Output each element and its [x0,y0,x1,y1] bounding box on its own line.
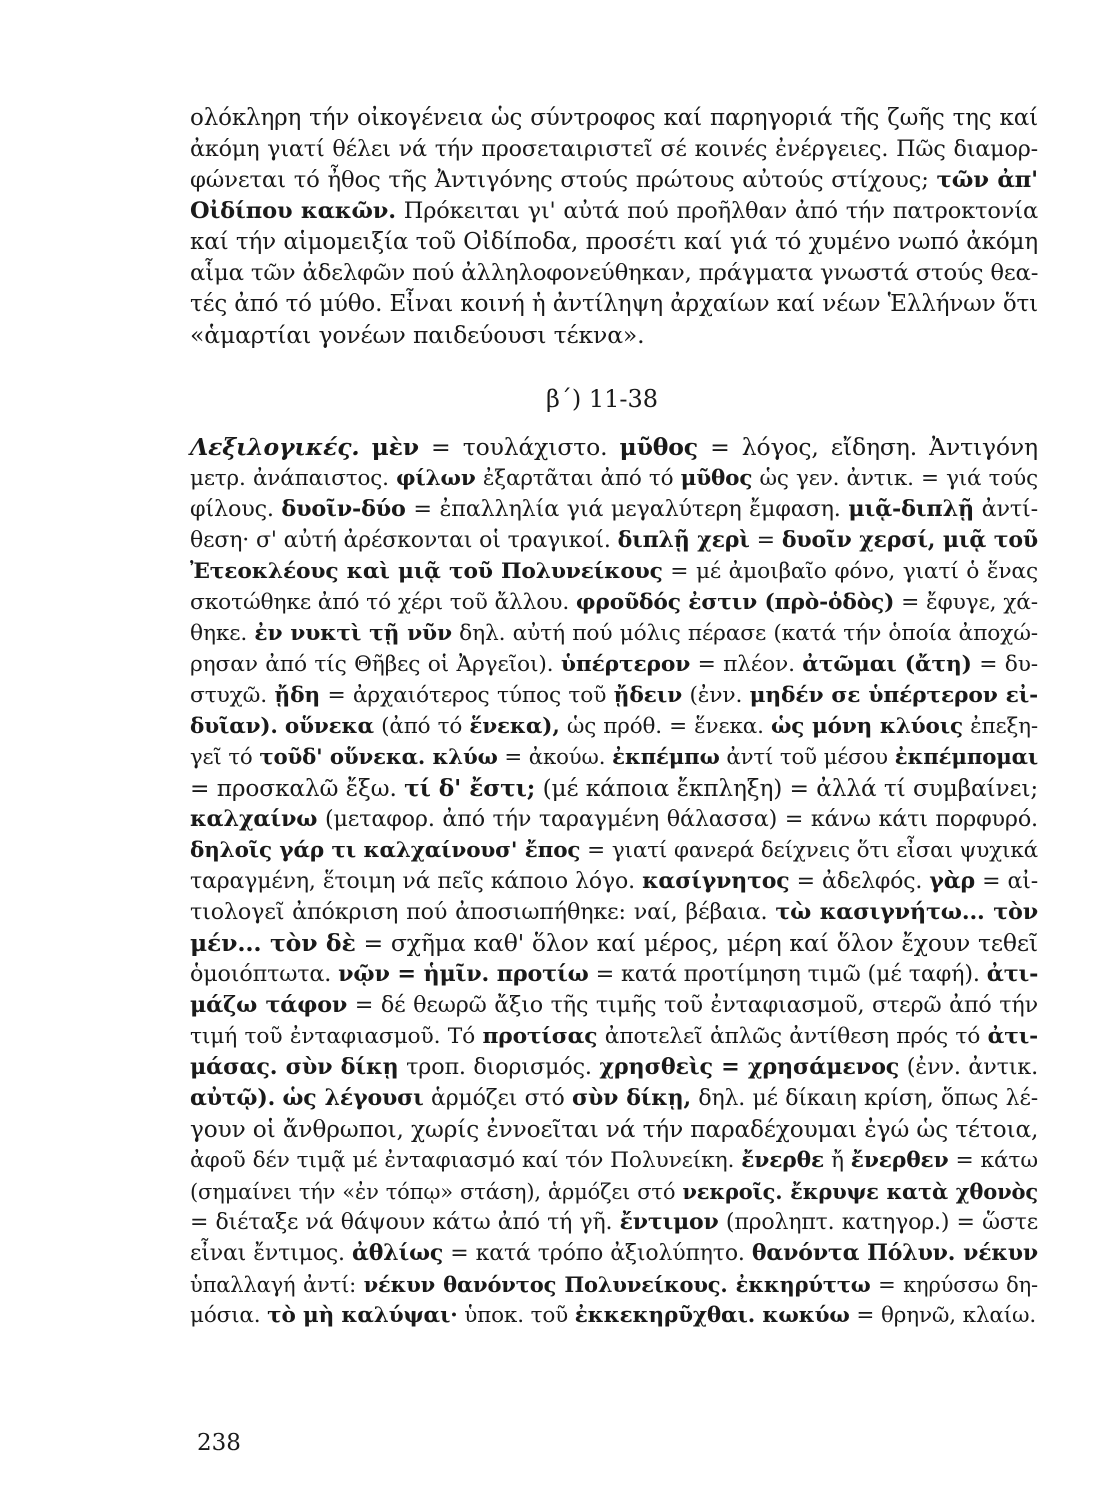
text-segment: ἀντί- [974,496,1039,522]
text-segment: ἀκόμη γιατί θέλει νά τήν προσεταιριστεῖ σέ κοινές ἐνέργειες. Πῶς διαμορ- [190,136,1038,162]
term-italic: Λεξιλογικές. [190,433,360,461]
text-segment: ολόκληρη τήν οἰκογένεια ὡς σύντροφος καί παρηγοριά τῆς ζωῆς της καί [190,105,1038,131]
glossed-term: νῷν = ἡμῖν. προτίω [338,961,589,987]
glossed-term: θανόντα Πόλυν. νέκυν [751,1240,1038,1266]
text-segment: ρησαν ἀπό τίς Θῆβες οἱ Ἀργεῖοι). [190,652,561,677]
text-segment: εἶναι ἔντιμος. [190,1241,352,1266]
text-line [190,463,1038,494]
text-line [190,959,1038,990]
text-segment: αἷμα τῶν ἀδελφῶν πού ἀλληλοφονεύθηκαν, πράγματα γνωστά στούς θεα- [190,260,1039,286]
glossed-term: τῶν ἀπ' [936,167,1038,193]
text-line [190,289,1038,320]
text-segment: ὡς πρόθ. = ἕνεκα. [559,714,771,739]
text-line [190,1269,1038,1300]
glossed-term: δυῖαν). [190,714,278,739]
text-segment [359,433,371,461]
text-segment: = ἀκούω. [497,745,613,770]
text-line [190,711,1038,742]
text-line [190,320,1038,351]
glossed-term: γὰρ [929,868,976,894]
glossed-term: ἀτι- [987,1024,1038,1049]
text-line [190,649,1038,680]
text-segment: ὡς γεν. ἀντικ. = γιά τούς [752,466,1038,491]
text-segment: = γιατί φανερά δείχνεις ὅτι εἶσαι ψυχικά [580,838,1038,863]
text-segment: τιολογεῖ ἀπόκριση πού ἀποσιωπήθηκε: ναί, βέβαια. [190,899,776,925]
text-line [190,165,1038,196]
glossed-term: σὺν δίκῃ, [571,1085,691,1111]
text-segment: ἁρμόζει στό [423,1086,572,1111]
text-segment: στυχῶ. [190,683,275,708]
text-segment: = ἔφυγε, χά- [894,590,1038,615]
text-segment: ἐπεξη- [962,714,1038,739]
glossed-term: διπλῇ χερὶ [617,527,750,553]
glossed-term: ἔνερθε [741,1148,825,1173]
text-segment [278,714,285,739]
glossed-term: τὸ μὴ καλύψαι· [267,1303,458,1328]
text-line [190,1145,1038,1176]
text-segment: = ἀδελφός. [789,869,930,894]
text-segment: = ἀρχαιότερος τύπος τοῦ [320,683,614,708]
text-line [190,525,1038,556]
text-segment: φίλους. [190,496,282,522]
glossed-term: αὐτῷ). [190,1085,276,1111]
text-segment: = κάτω [948,1148,1038,1173]
glossed-term: δυοῖν χερσί, μιᾷ τοῦ [781,527,1038,553]
glossed-term: μιᾷ-διπλῇ [848,496,975,522]
text-segment: καί τήν αἱμομειξία τοῦ Οἰδίποδα, προσέτι καί γιά τό χυμένο νωπό ἀκόμη [190,229,1038,255]
text-segment: = κηρύσσω δη- [870,1273,1038,1297]
text-segment: = δυ- [971,652,1038,677]
glossed-term: τὼ κασιγνήτω... τὸν [775,899,1038,925]
text-segment: (ἐνν. [682,683,750,708]
text-segment: σκοτώθηκε ἀπό τό χέρι τοῦ ἄλλου. [190,590,576,615]
text-segment: ἤ [824,1148,851,1173]
text-segment: (μέ κάποια ἔκπληξη) = ἀλλά τί συμβαίνει; [535,775,1039,802]
text-segment: ἀποτελεῖ ἁπλῶς ἀντίθεση πρός τό [597,1024,988,1049]
text-segment: μετρ. ἀνάπαιστος. [190,466,397,491]
glossed-term: ἀτῶμαι (ἄτη) [802,652,972,677]
glossed-term [190,433,359,461]
page-number: 238 [197,1430,241,1456]
text-segment: τές ἀπό τό μύθο. Εἶναι κοινή ἡ ἀντίληψη ἀρχαίων καί νέων Ἑλλήνων ὅτι [190,291,1038,317]
glossed-term: τί δ' ἔστι; [404,775,536,802]
text-segment: (μεταφορ. ἀπό τήν ταραγμένη θάλασσα) = κάνω κάτι πορφυρό. [317,806,1038,832]
text-segment [275,1086,282,1111]
text-segment: = [749,528,782,553]
text-segment: = θρηνῶ, κλαίω. [849,1303,1037,1328]
glossed-term: ἐν νυκτὶ τῇ νῦν [254,621,452,646]
glossed-term: καλχαίνω [190,806,318,832]
glossed-term: μέν... τὸν δὲ [190,929,356,957]
text-segment: ὑποκ. τοῦ [457,1303,575,1328]
text-line [190,134,1038,165]
glossed-term: ἐκπέμπομαι [894,745,1038,770]
glossed-term: ὑπέρτερον [560,652,691,677]
text-segment: ἀντί τοῦ μέσου [719,745,895,770]
commentary-paragraph-intro [190,103,1038,351]
text-segment: ἐξαρτᾶται ἀπό τό [475,466,681,491]
vocabulary-paragraph [190,432,1038,1331]
text-line [190,587,1038,618]
text-segment: = κατά προτίμηση τιμῶ (μέ ταφή). [588,961,987,987]
glossed-term: τοῦδ' οὕνεκα. κλύω [259,745,498,770]
glossed-term: φροῦδός ἐστιν (πρὸ-ὁδὸς) [575,590,895,615]
text-segment: γουν οἱ ἄνθρωποι, χωρίς ἐννοεῖται νά τήν παραδέχουμαι ἐγώ ὡς τέτοια, [190,1116,1039,1143]
text-line [190,1021,1038,1052]
glossed-term: μὲν [371,433,419,461]
glossed-term: ᾔδη [274,683,321,708]
text-segment: ὑπαλλαγή ἀντί: [190,1273,364,1297]
glossed-term: ἕνεκα), [469,714,560,739]
text-line [190,773,1038,804]
glossed-term: ὡς λέγουσι [282,1085,424,1111]
text-segment: = προσκαλῶ ἔξω. [190,775,405,802]
text-line [190,103,1038,134]
glossed-term: χρησθεὶς = χρησάμενος [599,1054,900,1080]
text-segment: ταραγμένη, ἕτοιμη νά πεῖς κάποιο λόγο. [190,869,643,894]
text-line [190,618,1038,649]
text-segment: (προληπτ. κατηγορ.) = ὥστε [718,1210,1038,1235]
text-line [190,258,1038,289]
glossed-term: Οἰδίπου κακῶν. [190,198,396,224]
text-segment: ἀφοῦ δέν τιμᾷ μέ ἐνταφιασμό καί τόν Πολυνείκη. [190,1148,742,1173]
glossed-term: ἐκκεκηρῦχθαι. κωκύω [574,1303,850,1328]
text-segment: (σημαίνει τήν «ἐν τόπῳ» στάση), ἁρμόζει στό [190,1180,683,1204]
text-line [190,1300,1038,1331]
glossed-term: δηλοῖς γάρ τι καλχαίνουσ' ἔπος [190,838,581,863]
text-line [190,432,1038,463]
text-segment: (ἐνν. ἀντικ. [899,1054,1038,1080]
text-segment: θεση· σ' αὐτή ἀρέσκονται οἱ τραγικοί. [190,528,618,553]
text-segment: Πρόκειται γι' αὐτά πού προῆλθαν ἀπό τήν πατροκτονία [395,198,1038,224]
text-segment: = λόγος, εἴδηση. Ἀντιγόνη [697,433,1038,461]
text-line [190,866,1038,897]
text-segment: = κατά τρόπο ἀξιολύπητο. [443,1241,752,1266]
text-segment: = μέ ἀμοιβαῖο φόνο, γιατί ὁ ἕνας [662,559,1038,584]
text-segment: δηλ. μέ δίκαιη κρίση, ὅπως λέ- [691,1086,1038,1111]
text-line [190,1238,1038,1269]
text-segment: = δέ θεωρῶ ἄξιο τῆς τιμῆς τοῦ ἐνταφιασμοῦ, στερῶ ἀπό τήν [347,992,1038,1018]
text-segment: = τουλάχιστο. [418,433,620,461]
text-segment: δηλ. αὐτή πού μόλις πέρασε (κατά τήν ὁποία ἀποχώ- [451,621,1038,646]
text-line [190,1176,1038,1207]
text-line [190,1052,1038,1083]
text-line [190,227,1038,258]
section-heading: β΄) 11-38 [545,385,659,413]
glossed-term: οὕνεκα [284,714,374,739]
text-line [190,556,1038,587]
glossed-term: μῦθος [619,433,698,461]
text-segment: «ἁμαρτίαι γονέων παιδεύουσι τέκνα». [190,321,645,349]
glossed-term: ᾔδειν [613,683,683,708]
text-segment: γεῖ τό [190,745,260,770]
text-segment: = πλέον. [690,652,803,677]
glossed-term: μάσας. σὺν δίκῃ [190,1054,399,1080]
text-line [190,835,1038,866]
glossed-term: ἀτι- [986,961,1039,987]
glossed-term: ἔντιμον [619,1209,719,1235]
text-line [190,680,1038,711]
glossed-term: φίλων [396,466,476,491]
text-line [190,928,1038,959]
text-line [190,990,1038,1021]
glossed-term: δυοῖν-δύο [281,496,406,522]
text-segment: = αἰ- [975,869,1038,894]
text-segment: (ἀπό τό [373,714,470,739]
text-segment: θηκε. [190,621,255,646]
glossed-term: ἐκπέμπω [612,745,720,770]
text-segment: = σχῆμα καθ' ὅλον καί μέρος, μέρη καί ὅλον ἔχουν τεθεῖ [355,929,1038,957]
text-line [190,897,1038,928]
glossed-term: νεκροῖς. ἔκρυψε κατὰ χθονὸς [682,1179,1038,1204]
glossed-term: προτίσας [482,1024,598,1049]
glossed-term: ἔνερθεν [850,1148,949,1173]
glossed-term: ὡς μόνη κλύοις [770,714,963,739]
text-segment: φώνεται τό ἦθος τῆς Ἀντιγόνης στούς πρώτους αὐτούς στίχους; [190,167,937,193]
glossed-term: Ἐτεοκλέους καὶ μιᾷ τοῦ Πολυνείκους [190,559,663,584]
text-segment: = ἐπαλληλία γιά μεγαλύτερη ἔμφαση. [405,496,849,522]
text-segment: μόσια. [190,1303,268,1328]
text-line [190,1114,1038,1145]
glossed-term: μῦθος [680,466,753,491]
text-line [190,804,1038,835]
text-segment: τροπ. διορισμός. [398,1054,600,1080]
text-line [190,494,1038,525]
text-segment: ὁμοιόπτωτα. [190,961,339,987]
glossed-term: κασίγνητος [642,868,790,894]
glossed-term: ἀθλίως [352,1240,444,1266]
text-line [190,1083,1038,1114]
text-segment: = διέταξε νά θάψουν κάτω ἀπό τή γῆ. [190,1210,620,1235]
text-line [190,196,1038,227]
glossed-term: νέκυν θανόντος Πολυνείκους. ἐκκηρύττω [363,1272,871,1297]
glossed-term: μηδέν σε ὑπέρτερον εἰ- [749,683,1039,708]
text-line [190,742,1038,773]
glossed-term: μάζω τάφον [190,992,348,1018]
text-segment: τιμή τοῦ ἐνταφιασμοῦ. Τό [190,1024,483,1049]
text-line [190,1207,1038,1238]
